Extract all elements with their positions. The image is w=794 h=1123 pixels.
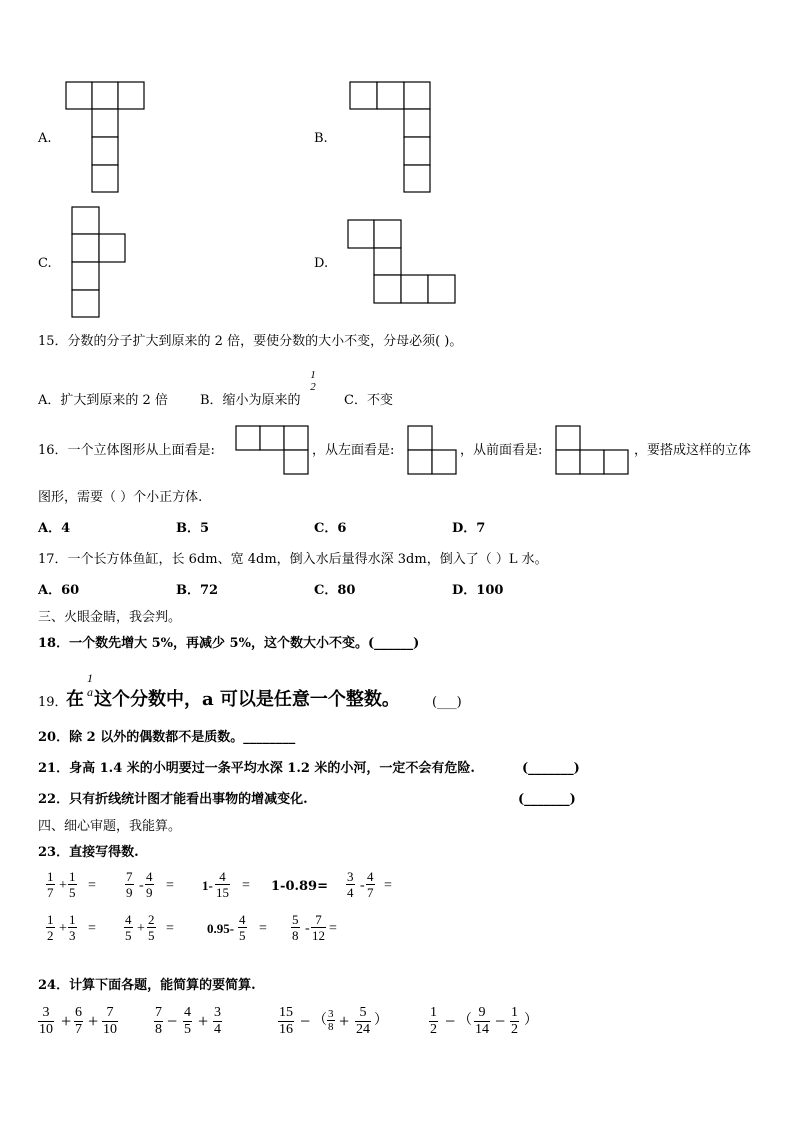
question-22-blank: (_______) [518,792,576,807]
q16-top-view [236,426,310,476]
q15-option-c: C．不变 [344,393,393,408]
question-21-blank: (_______) [522,761,580,776]
q17-option-a: A．60 [38,583,80,598]
q19-fraction: 1 a [87,671,93,699]
question-20: 20．除 2 以外的偶数都不是质数。________ [38,730,296,745]
option-a-label: A. [38,131,52,146]
question-16-part2: ，从左面看是: [312,443,395,458]
question-19-blank: (___) [432,695,462,710]
figure-option-b [350,82,432,194]
q17-option-b: B．72 [176,583,219,598]
option-b-label: B. [314,131,328,146]
figure-option-c [72,207,128,319]
q23-r1-expr4: 1-0.89= [271,879,328,894]
q16-option-d: D．7 [452,521,486,536]
option-d-label: D. [314,256,329,271]
question-22: 22．只有折线统计图才能看出事物的增减变化. [38,792,308,807]
option-c-label: C. [38,256,52,271]
question-15: 15．分数的分子扩大到原来的 2 倍，要使分数的大小不变，分母必须( )。 [38,334,463,349]
section-4-heading: 四、细心审题，我能算。 [38,819,182,834]
q17-option-d: D．100 [452,583,504,598]
question-19-post: 这个分数中，a 可以是任意一个整数。 [94,689,400,710]
question-16-part4: ，要搭成这样的立体 [634,443,752,458]
question-16-part3: ，从前面看是: [460,443,543,458]
question-16-line2: 图形，需要（ ）个小正方体. [38,490,203,505]
q16-left-view [408,426,458,476]
section-3-heading: 三、火眼金睛，我会判。 [38,610,182,625]
q16-option-c: C．6 [314,521,347,536]
q17-option-c: C．80 [314,583,356,598]
question-16-part1: 16．一个立体图形从上面看是: [38,443,215,458]
question-18: 18．一个数先增大 5%，再减少 5%，这个数大小不变。(______) [38,636,420,651]
q16-option-b: B．5 [176,521,210,536]
q16-front-view [556,426,632,476]
q15-option-b: B．缩小为原来的 [200,393,301,408]
question-17: 17．一个长方体鱼缸，长 6dm、宽 4dm，倒入水后量得水深 3dm，倒入了（ ）L 水。 [38,552,548,567]
q15-half-fraction: 1 2 [310,369,316,393]
question-19-number: 19． [38,695,68,710]
question-21: 21．身高 1.4 米的小明要过一条平均水深 1.2 米的小河，一定不会有危险. [38,761,475,776]
question-19-pre: 在 [66,689,84,710]
q16-option-a: A．4 [38,521,71,536]
figure-option-d [348,220,458,306]
question-23-title: 23．直接写得数. [38,845,139,860]
q15-option-a: A．扩大到原来的 2 倍 [38,393,168,408]
question-24-title: 24．计算下面各题，能简算的要简算. [38,978,256,993]
figure-option-a [66,82,146,194]
